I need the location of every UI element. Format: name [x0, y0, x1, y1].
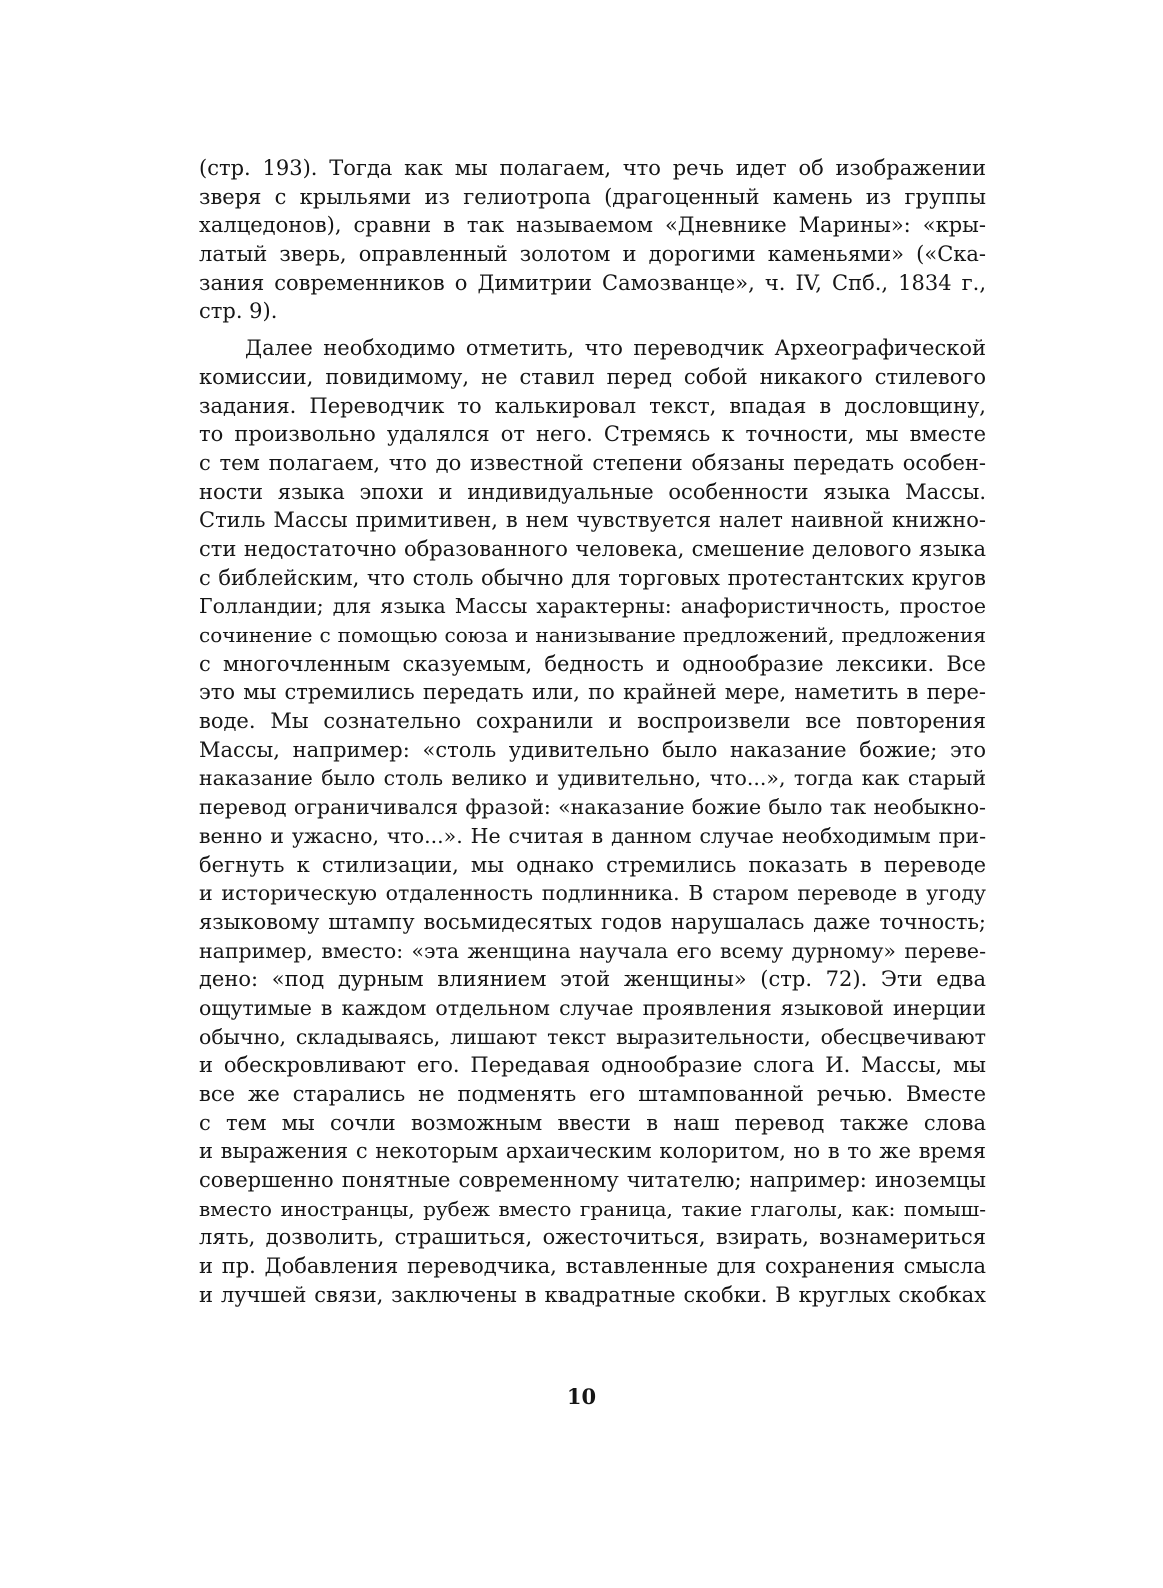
paragraph-2: [199, 334, 986, 1309]
text-line: комиссии, повидимому, не ставил перед собой никакого стилевого: [199, 364, 986, 389]
text-line: с тем мы сочли возможным ввести в наш перевод также слова: [199, 1110, 986, 1135]
text-line: и обескровливают его. Передавая однообразие слога И. Массы, мы: [199, 1053, 986, 1078]
text-line: с библейским, что столь обычно для торговых протестантских кругов: [199, 565, 986, 590]
text-line: Массы, например: «столь удивительно было наказание божие; это: [199, 737, 986, 762]
text-line: халцедонов), сравни в так называемом «Дневнике Марины»: «кры-: [199, 213, 986, 238]
text-line: зверя с крыльями из гелиотропа (драгоценный камень из группы: [199, 184, 986, 209]
text-line: латый зверь, оправленный золотом и дорогими каменьями» («Ска-: [199, 242, 986, 267]
page-number: 10: [566, 1384, 597, 1409]
text-line: Далее необходимо отметить, что переводчик Археографической: [245, 336, 986, 361]
text-line: все же старались не подменять его штампованной речью. Вместе: [199, 1082, 986, 1106]
text-line: совершенно понятные современному читателю; например: иноземцы: [199, 1168, 986, 1193]
text-line: дено: «под дурным влиянием этой женщины» (стр. 72). Эти едва: [199, 967, 986, 992]
text-line: языковому штампу восьмидесятых годов нарушалась даже точность;: [199, 909, 986, 934]
text-line: лять, дозволить, страшиться, ожесточиться, взирать, вознамериться: [199, 1225, 986, 1250]
text-line: то произвольно удалялся от него. Стремясь к точности, мы вместе: [199, 422, 986, 447]
text-line: обычно, складываясь, лишают текст выразительности, обесцвечивают: [199, 1024, 986, 1049]
text-line: ощутимые в каждом отдельном случае проявления языковой инерции: [199, 995, 986, 1020]
body-text: [199, 154, 986, 1310]
text-line: это мы стремились передать или, по крайней мере, наметить в пере-: [199, 680, 986, 705]
text-line: и историческую отдаленность подлинника. В старом переводе в угоду: [199, 881, 986, 906]
paragraph-gap: [199, 326, 986, 334]
text-line: например, вместо: «эта женщина научала его всему дурному» переве-: [199, 938, 986, 963]
paragraph-1: [199, 154, 986, 326]
text-line: с многочленным сказуемым, бедность и однообразие лексики. Все: [199, 651, 986, 676]
text-line: (стр. 193). Тогда как мы полагаем, что речь идет об изображении: [199, 156, 986, 180]
text-line: стр. 9).: [199, 299, 278, 324]
text-line: и выражения с некоторым архаическим колоритом, но в то же время: [199, 1139, 986, 1164]
text-line: ности языка эпохи и индивидуальные особенности языка Массы.: [199, 479, 986, 504]
text-line: бегнуть к стилизации, мы однако стремились показать в переводе: [199, 852, 986, 877]
text-line: вместо иностранцы, рубеж вместо граница, такие глаголы, как: помыш-: [199, 1196, 986, 1221]
text-line: задания. Переводчик то калькировал текст, впадая в дословщину,: [199, 393, 986, 418]
text-line: наказание было столь велико и удивительно, что...», тогда как старый: [199, 766, 986, 791]
text-line: сочинение с помощью союза и нанизывание предложений, предложения: [199, 623, 986, 647]
text-line: венно и ужасно, что...». Не считая в данном случае необходимым при-: [199, 823, 986, 848]
text-line: Голландии; для языка Массы характерны: анафористичность, простое: [199, 594, 986, 619]
text-line: воде. Мы сознательно сохранили и воспроизвели все повторения: [199, 709, 986, 734]
text-line: и пр. Добавления переводчика, вставленные для сохранения смысла: [199, 1254, 986, 1279]
text-line: зания современников о Димитрии Самозванце», ч. IV, Спб., 1834 г.,: [199, 270, 986, 295]
text-line: Стиль Массы примитивен, в нем чувствуется налет наивной книжно-: [199, 508, 986, 533]
text-line: и лучшей связи, заключены в квадратные скобки. В круглых скобках: [199, 1282, 986, 1307]
text-line: с тем полагаем, что до известной степени обязаны передать особен-: [199, 450, 986, 475]
text-line: перевод ограничивался фразой: «наказание божие было так необыкно-: [199, 795, 986, 820]
text-line: сти недостаточно образованного человека, смешение делового языка: [199, 536, 986, 561]
